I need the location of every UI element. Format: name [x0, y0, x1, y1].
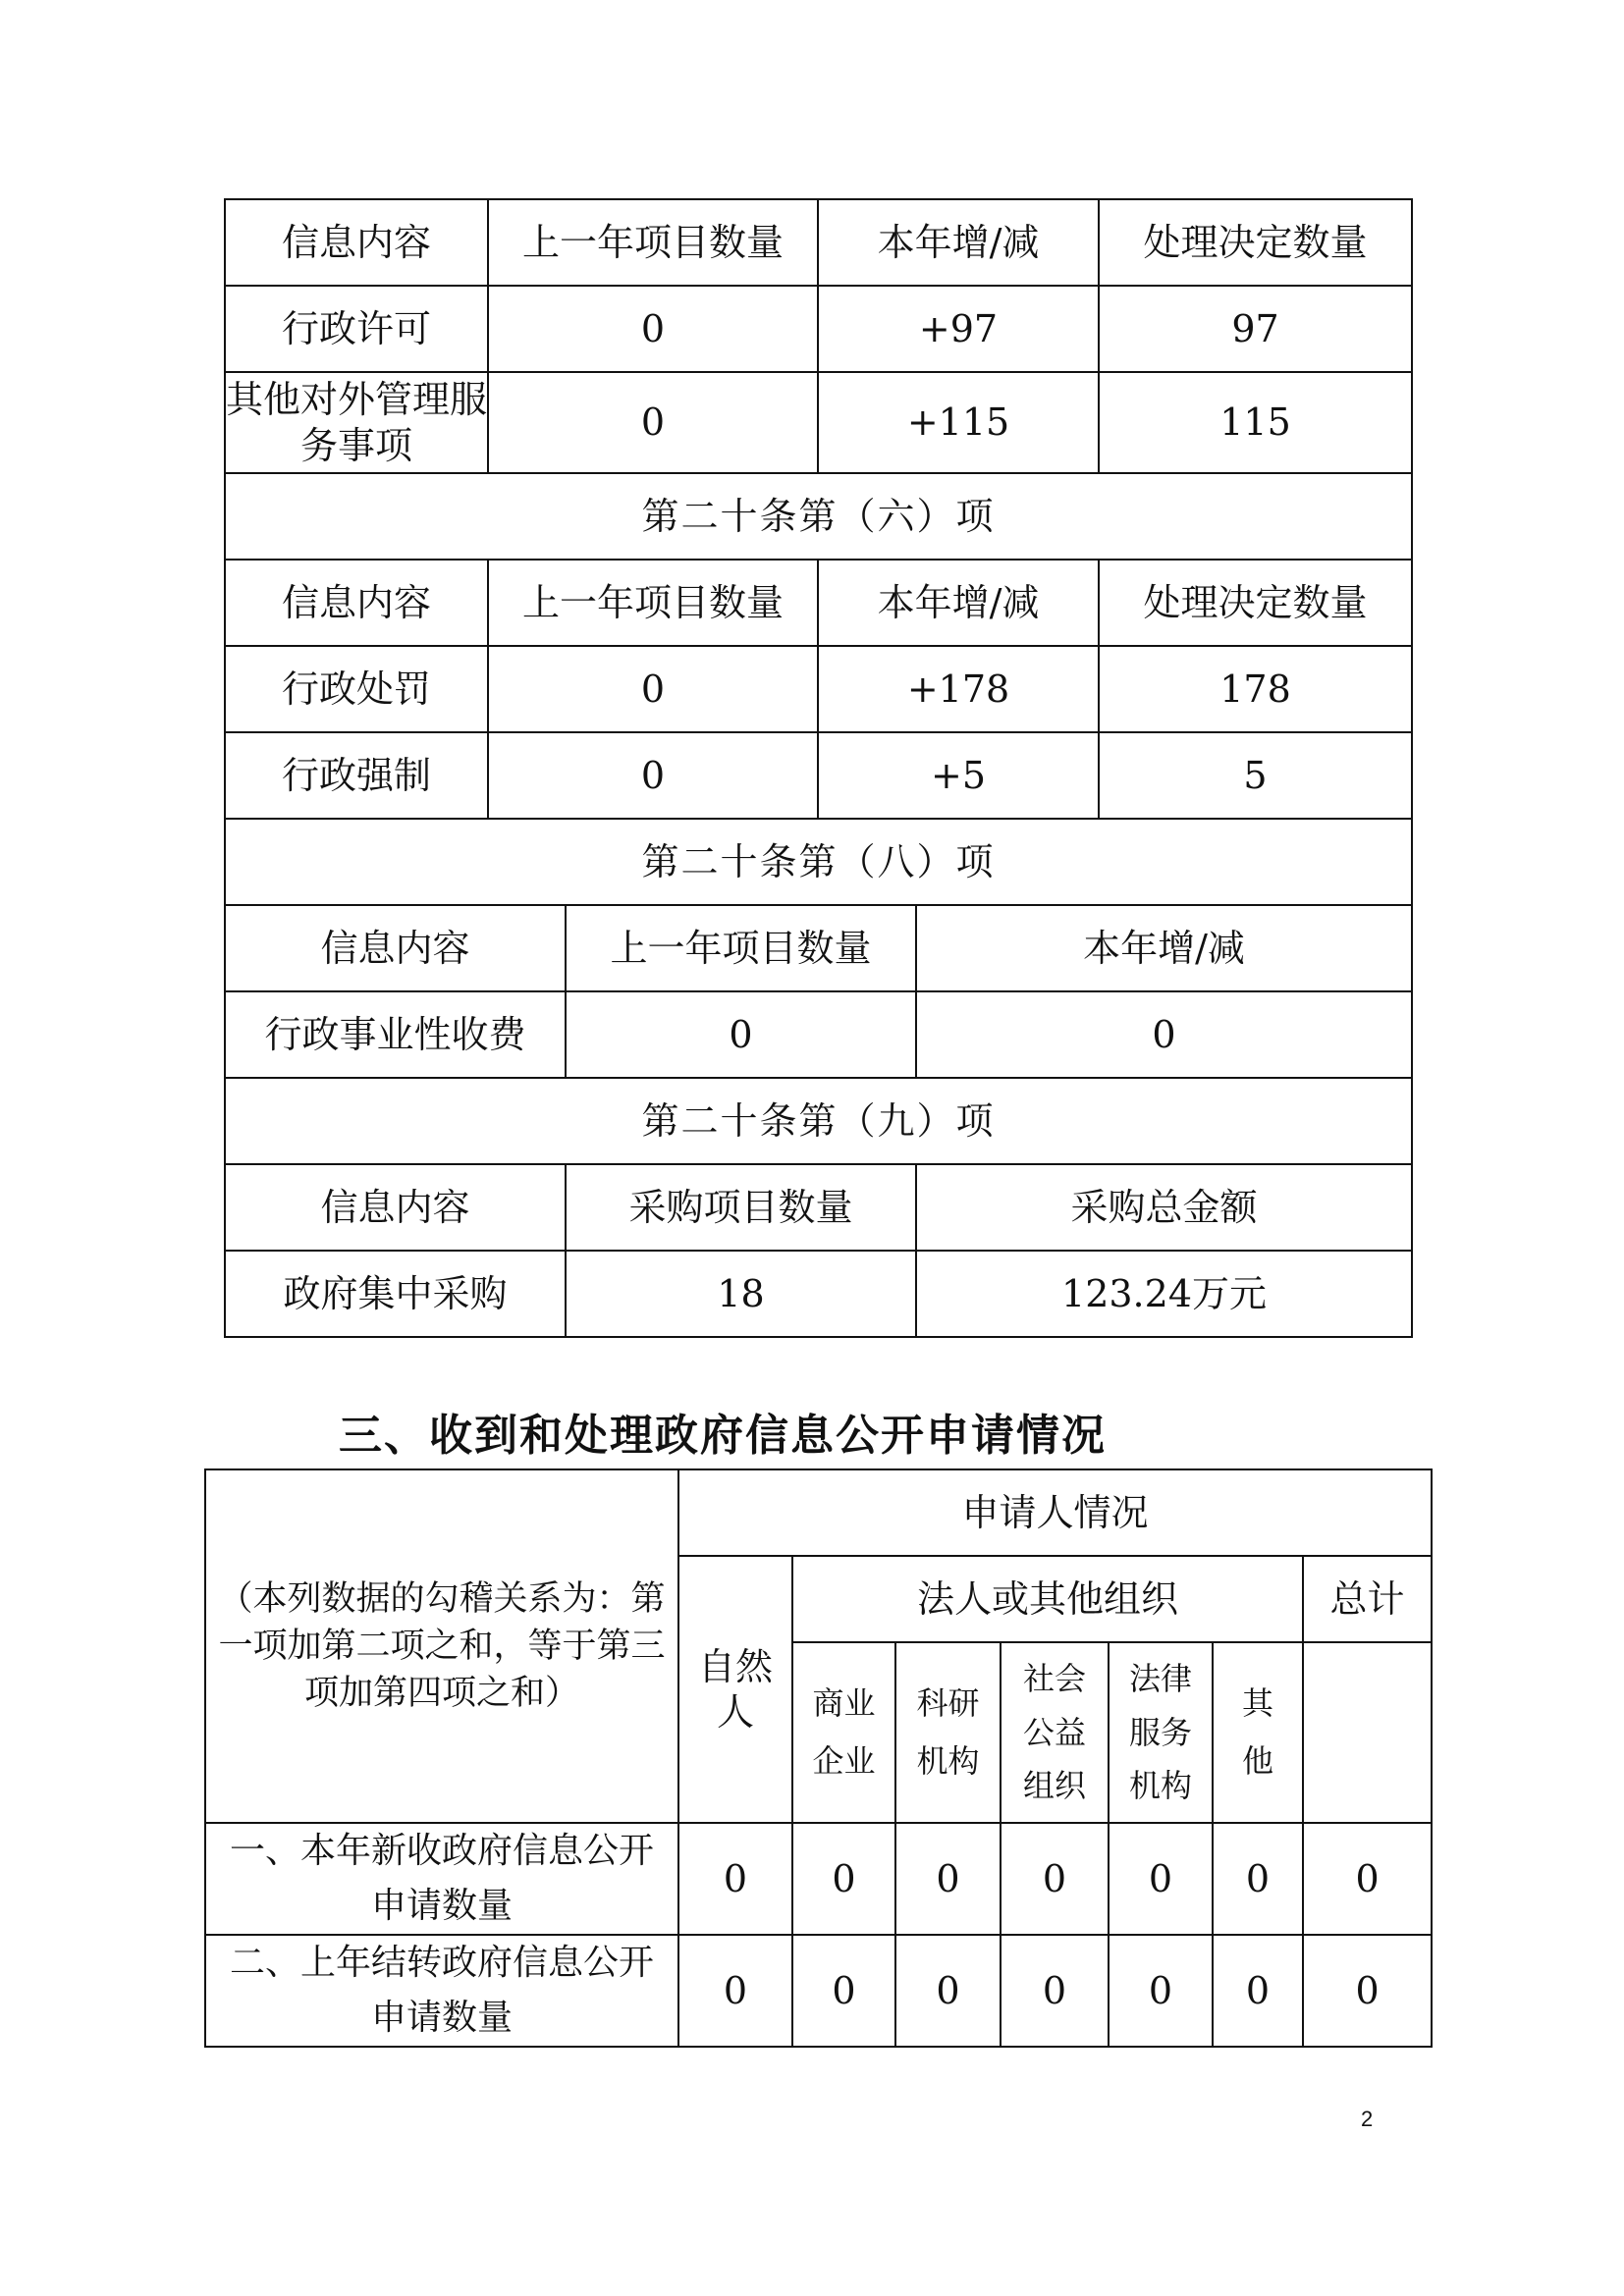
row-label-new-requests [205, 1823, 678, 1935]
relation-note: （本列数据的勾稽关系为：第一项加第二项之和，等于第三项加第四项之和） [205, 1469, 678, 1823]
row-label: 其他对外管理服务事项 [225, 372, 488, 473]
applicant-header: 申请人情况 [678, 1469, 1432, 1556]
sub-header-line: 法律 [1128, 1660, 1192, 1698]
row-label-line: 申请数量 [370, 1886, 513, 1926]
sub-header-research [895, 1642, 1001, 1823]
value-cell: 97 [1099, 286, 1412, 372]
row-label-carried-over [205, 1935, 678, 2047]
value-cell: 0 [792, 1823, 895, 1935]
header-cell: 本年增/减 [818, 560, 1099, 646]
value-cell: +115 [818, 372, 1099, 473]
value-cell: 178 [1099, 646, 1412, 732]
sub-header-line: 服务 [1128, 1713, 1192, 1751]
sub-header-line: 科研 [916, 1683, 980, 1722]
natural-person-line-1: 自然 [697, 1644, 773, 1688]
total-empty-cell [1303, 1642, 1432, 1823]
sub-header-line: 他 [1241, 1742, 1273, 1780]
header-cell: 处理决定数量 [1099, 199, 1412, 286]
header-cell: 上一年项目数量 [488, 560, 818, 646]
value-cell: 0 [488, 646, 818, 732]
value-cell: 0 [678, 1823, 792, 1935]
value-cell: 5 [1099, 732, 1412, 819]
sub-header-line: 其 [1241, 1683, 1273, 1722]
value-cell: 0 [1001, 1935, 1109, 2047]
header-cell: 采购项目数量 [566, 1164, 916, 1251]
value-cell: 0 [916, 991, 1412, 1078]
sub-header-commercial [792, 1642, 895, 1823]
row-label: 行政事业性收费 [225, 991, 566, 1078]
sub-header-line: 组织 [1022, 1767, 1086, 1805]
value-cell: 0 [488, 372, 818, 473]
header-cell: 处理决定数量 [1099, 560, 1412, 646]
value-cell: 115 [1099, 372, 1412, 473]
sub-header-line: 公益 [1022, 1713, 1086, 1751]
value-cell: 0 [792, 1935, 895, 2047]
value-cell: 0 [1303, 1935, 1432, 2047]
value-cell: 0 [895, 1823, 1001, 1935]
value-cell: 0 [678, 1935, 792, 2047]
value-cell: 0 [1213, 1823, 1303, 1935]
row-label: 政府集中采购 [225, 1251, 566, 1337]
row-label-line: 申请数量 [370, 1997, 513, 2038]
value-cell: 0 [1213, 1935, 1303, 2047]
value-cell: 0 [488, 732, 818, 819]
value-cell: 0 [1001, 1823, 1109, 1935]
disclosure-table-main [224, 198, 1413, 1338]
sub-header-line: 机构 [916, 1742, 980, 1780]
legal-group-header: 法人或其他组织 [792, 1556, 1303, 1642]
row-label-line: 二、上年结转政府信息公开 [229, 1943, 654, 1983]
sub-header-line: 机构 [1128, 1767, 1192, 1805]
sub-header-legal-service [1109, 1642, 1213, 1823]
value-cell: +97 [818, 286, 1099, 372]
value-cell: 0 [1109, 1823, 1213, 1935]
value-cell: 0 [488, 286, 818, 372]
natural-person-line-2: 人 [716, 1690, 754, 1734]
section-title: 第二十条第（九）项 [225, 1078, 1412, 1164]
header-cell: 信息内容 [225, 1164, 566, 1251]
section-title: 第二十条第（六）项 [225, 473, 1412, 560]
header-cell: 上一年项目数量 [488, 199, 818, 286]
row-label: 行政强制 [225, 732, 488, 819]
value-cell: 123.24万元 [916, 1251, 1412, 1337]
row-label-line: 一、本年新收政府信息公开 [229, 1831, 654, 1872]
sub-header-other [1213, 1642, 1303, 1823]
value-cell: 0 [566, 991, 916, 1078]
total-header: 总计 [1303, 1556, 1432, 1642]
value-cell: 0 [1109, 1935, 1213, 2047]
header-cell: 上一年项目数量 [566, 905, 916, 991]
header-cell: 本年增/减 [818, 199, 1099, 286]
sub-header-line: 企业 [812, 1742, 876, 1780]
application-table [204, 1468, 1433, 2048]
header-cell: 信息内容 [225, 199, 488, 286]
section-title: 第二十条第（八）项 [225, 819, 1412, 905]
sub-header-line: 社会 [1022, 1660, 1086, 1698]
value-cell: +178 [818, 646, 1099, 732]
sub-header-line: 商业 [812, 1683, 876, 1722]
value-cell: 18 [566, 1251, 916, 1337]
value-cell: 0 [1303, 1823, 1432, 1935]
value-cell: 0 [895, 1935, 1001, 2047]
row-label: 行政许可 [225, 286, 488, 372]
value-cell: +5 [818, 732, 1099, 819]
sub-header-social-welfare [1001, 1642, 1109, 1823]
page-number: 2 [1361, 2107, 1374, 2131]
row-label: 行政处罚 [225, 646, 488, 732]
header-cell: 信息内容 [225, 560, 488, 646]
natural-person-header [678, 1556, 792, 1823]
header-cell: 采购总金额 [916, 1164, 1412, 1251]
header-cell: 本年增/减 [916, 905, 1412, 991]
header-cell: 信息内容 [225, 905, 566, 991]
section-heading: 三、收到和处理政府信息公开申请情况 [339, 1411, 1107, 1461]
